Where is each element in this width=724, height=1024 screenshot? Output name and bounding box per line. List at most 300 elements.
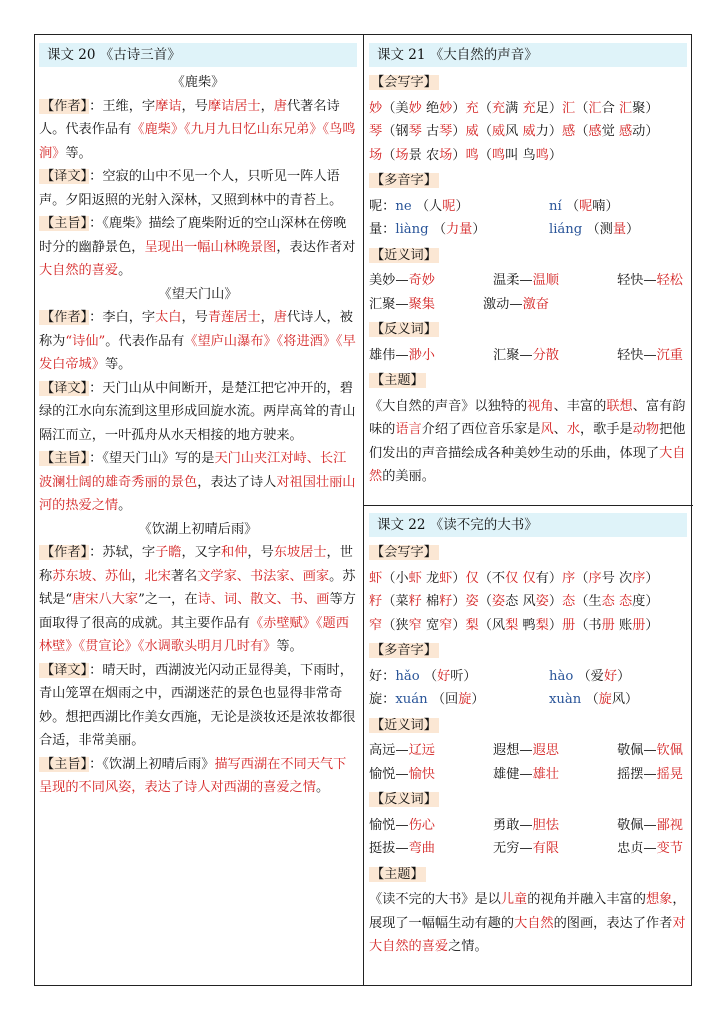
section-tag: 【主旨】: [41, 756, 88, 772]
poem3-translation: [39, 659, 357, 753]
text-segment: 场: [369, 147, 383, 163]
char-row: [369, 144, 687, 168]
pinyin: xuán: [395, 692, 432, 707]
word-answer: 温顺: [532, 273, 559, 288]
text-segment: 感: [588, 124, 602, 139]
text-segment: ）: [645, 617, 659, 633]
text-segment: 呢: [442, 198, 456, 214]
text-segment: 充: [465, 100, 479, 116]
column-divider: [363, 35, 364, 985]
section-tag: 【反义词】: [371, 792, 437, 807]
section-tag: 【多音字】: [371, 643, 437, 658]
text-segment: 态: [601, 594, 615, 609]
text-segment: 汇: [562, 100, 576, 116]
antonym: [369, 837, 435, 861]
text-segment: 姿: [491, 594, 506, 609]
section-heading: [369, 244, 687, 268]
word-answer: 分散: [532, 347, 559, 363]
text-segment: 代诗人，被称为: [39, 310, 353, 349]
poem2-title: 《望天门山》: [158, 286, 238, 302]
text-segment: 聚）: [632, 100, 659, 116]
text-segment: ）: [452, 570, 466, 586]
text-segment: 窄: [369, 617, 383, 633]
char-row: [369, 614, 687, 638]
poem3-author: [39, 541, 357, 659]
text-segment: ，号: [247, 545, 274, 560]
text-segment: （风: [478, 617, 506, 633]
text-segment: ）: [472, 222, 486, 237]
antonym: [369, 814, 435, 838]
antonym-row: [369, 837, 687, 861]
text-segment: （: [585, 692, 599, 707]
poem2-theme: [39, 447, 357, 518]
text-segment: 大自然: [514, 915, 554, 931]
text-segment: 充: [491, 100, 506, 116]
text-segment: 妙: [408, 100, 422, 116]
text-segment: （: [423, 668, 438, 684]
text-segment: 对大自然的喜爱: [369, 915, 686, 954]
polyphone-a: [369, 688, 549, 712]
poem1-theme: [39, 212, 357, 283]
synonym: [483, 293, 549, 317]
polyphone-key: 旋：: [369, 692, 396, 707]
text-segment: 好: [603, 668, 618, 684]
word-answer: 鄙视: [656, 817, 683, 833]
word: 忠贞—: [617, 841, 657, 856]
word: 汇聚—: [493, 347, 533, 363]
section-heading: [369, 863, 687, 887]
section-tag: 【主旨】: [41, 451, 88, 466]
word-answer: 变节: [656, 841, 683, 856]
text-segment: ：天门山从中间断开，是楚江把它冲开的，碧绿的江水向东流到这里形成回旋水流。两岸高耸的青山隔江而立，一叶孤舟从水天相接的地方驶来。: [39, 380, 356, 443]
text-segment: 子瞻: [155, 545, 182, 560]
word-answer: 聚集: [408, 296, 435, 312]
text-segment: 琴: [408, 124, 422, 139]
text-segment: 仅: [505, 570, 519, 586]
word: 无穷—: [493, 841, 533, 856]
word: 雄健—: [493, 766, 533, 782]
text-segment: 威: [522, 124, 536, 139]
pinyin: liáng: [549, 222, 587, 237]
antonym: [369, 344, 435, 368]
text-segment: 序: [588, 570, 602, 586]
synonym: [369, 293, 483, 317]
text-segment: ：《望天门山》写的是: [89, 451, 215, 466]
word: 愉悦—: [369, 817, 409, 833]
text-segment: 和仲: [221, 545, 248, 560]
text-segment: 对祖国壮丽山河的热爱之情: [39, 474, 356, 513]
text-segment: 等。: [276, 639, 303, 654]
text-segment: 《赤壁赋》《题西林壁》《贯宣论》《水调歌头明月几时有》: [39, 615, 349, 654]
polyphone-row: [369, 688, 687, 712]
text-segment: 儿童: [500, 892, 528, 907]
antonym: [493, 344, 559, 368]
text-segment: 龙: [421, 570, 440, 586]
text-segment: 度）: [632, 594, 659, 609]
poem3-theme: [39, 753, 357, 800]
text-segment: 仅: [522, 570, 536, 586]
lesson-20-section: [39, 43, 357, 800]
section-tag: 【译文】: [41, 380, 88, 396]
poem2-translation: [39, 377, 357, 448]
section-tag: 【反义词】: [371, 322, 437, 337]
text-segment: 姿: [465, 594, 479, 609]
antonym: [493, 814, 559, 838]
theme-text: [369, 395, 687, 489]
antonym-row: [369, 344, 687, 368]
text-segment: 水: [566, 422, 580, 437]
worksheet: [34, 34, 692, 986]
word: 雄伟—: [369, 347, 409, 363]
antonym: [493, 837, 559, 861]
section-tag: 【主题】: [371, 866, 424, 882]
text-segment: （书: [575, 617, 602, 633]
r1-header: 课文 21 《大自然的声音》: [369, 43, 687, 67]
polyphone-row: [369, 665, 687, 689]
section-tag: 【作者】: [41, 310, 88, 325]
text-segment: 籽: [439, 594, 453, 609]
text-segment: 账: [614, 617, 633, 633]
pinyin: liàng: [395, 222, 433, 237]
text-segment: 语言: [395, 422, 422, 437]
text-segment: 鸣: [491, 147, 506, 163]
text-segment: 汇: [618, 100, 633, 116]
text-segment: 虾: [369, 570, 383, 586]
section-tag: 【会写字】: [371, 545, 437, 560]
text-segment: 《望庐山瀑布》《将进酒》《早发白帝城》: [39, 333, 356, 372]
text-segment: （: [575, 570, 589, 586]
text-segment: （: [565, 198, 580, 214]
poem3-title: 《饮湖上初晴后雨》: [138, 521, 258, 537]
section-heading: [369, 541, 687, 565]
text-segment: 妙: [439, 100, 453, 116]
word-answer: 沉重: [656, 347, 683, 363]
text-segment: 、富有韵味的: [369, 398, 686, 437]
text-segment: 太白: [155, 310, 182, 325]
text-segment: ：《饮湖上初晴后雨》: [89, 756, 215, 772]
text-segment: （: [575, 124, 589, 139]
text-segment: （: [478, 594, 492, 609]
text-segment: ：《鹿柴》描绘了鹿柴附近的空山深林在傍晚时分的幽静景色，: [39, 216, 347, 255]
section-tag: 【多音字】: [371, 173, 437, 188]
text-segment: ，表达了诗人: [197, 474, 277, 490]
text-segment: 大自然: [369, 445, 686, 484]
text-segment: 姿: [535, 594, 549, 609]
word-answer: 遐思: [532, 743, 559, 758]
text-segment: （测: [586, 222, 613, 237]
text-segment: （菜: [382, 594, 409, 609]
text-segment: 册: [562, 617, 576, 633]
synonym: [369, 763, 435, 787]
word: 遐想—: [493, 743, 533, 758]
text-segment: 的图画，表达了作者: [553, 915, 673, 931]
lesson-22-section: [369, 513, 687, 959]
text-segment: 场: [439, 147, 453, 163]
word-answer: 摇晃: [656, 766, 683, 782]
text-segment: 描写西湖在不同天气下呈现的不同风姿，表达了诗人对西湖的喜爱之情: [39, 756, 347, 795]
text-segment: 。: [315, 780, 330, 795]
text-segment: 。: [118, 263, 132, 278]
word: 轻快—: [617, 273, 657, 288]
text-segment: 态: [562, 594, 576, 609]
word: 敬佩—: [617, 743, 657, 758]
word-answer: 激奋: [522, 296, 549, 312]
text-segment: 风: [540, 422, 554, 437]
text-segment: 、: [553, 422, 567, 437]
text-segment: 满: [505, 100, 523, 116]
text-segment: 好: [437, 668, 451, 684]
polyphone-row: [369, 195, 687, 219]
text-segment: 册: [601, 617, 615, 633]
text-segment: ）: [548, 147, 563, 163]
text-segment: ”之一，在: [138, 592, 198, 607]
polyphone-a: [369, 218, 549, 242]
synonym: [493, 763, 559, 787]
pinyin: hǎo: [395, 668, 424, 684]
text-segment: ，又字: [181, 545, 222, 560]
text-segment: 琴: [439, 124, 453, 139]
text-segment: （美: [382, 100, 409, 116]
text-segment: 之情。: [448, 939, 488, 954]
synonym: [617, 739, 683, 763]
text-segment: 文学家、书法家、画家: [197, 568, 330, 584]
text-segment: （生: [575, 594, 602, 609]
text-segment: 视角: [527, 398, 554, 414]
text-segment: ，: [260, 98, 274, 114]
text-segment: 摩诘居士: [207, 98, 261, 114]
text-segment: 鸣: [535, 147, 549, 163]
text-segment: 想象: [645, 892, 673, 907]
text-segment: 册: [632, 617, 646, 633]
text-segment: 场: [395, 147, 409, 163]
section-heading: [369, 788, 687, 812]
text-segment: 天门山夹江对峙、长江波澜壮阔的雄奇秀丽的景色: [39, 451, 347, 490]
text-segment: 唐: [273, 98, 287, 114]
word-answer: 伤心: [408, 817, 435, 833]
word-answer: 奇妙: [408, 273, 435, 288]
text-segment: 合: [601, 100, 619, 116]
text-segment: 籽: [369, 594, 383, 609]
text-segment: （: [382, 147, 396, 163]
text-segment: （: [478, 147, 492, 163]
text-segment: ）: [452, 100, 466, 116]
word: 勇敢—: [493, 817, 533, 833]
synonym-row: [369, 763, 687, 787]
text-segment: 、丰富的: [553, 398, 607, 414]
section-heading: [369, 169, 687, 193]
pinyin: ne: [395, 198, 416, 214]
text-segment: 把他们发出的声音描绘成各种美妙生动的乐曲，体现了: [369, 422, 686, 461]
text-segment: ）: [452, 147, 466, 163]
text-segment: 唐: [273, 310, 287, 325]
section-tag: 【主题】: [371, 373, 424, 388]
text-segment: 唐宋八大家: [72, 592, 139, 607]
polyphone-b: [549, 218, 639, 242]
text-segment: ，: [131, 568, 145, 584]
text-segment: 等方面取得了很高的成就。其主要作品有: [39, 592, 356, 631]
text-segment: 动物: [632, 422, 660, 437]
word-answer: 有限: [532, 841, 559, 856]
text-segment: 动）: [632, 124, 659, 139]
text-segment: 感: [562, 124, 576, 139]
text-segment: ，世称: [39, 545, 353, 584]
char-row: [369, 97, 687, 121]
antonym: [617, 814, 683, 838]
text-segment: （爱: [577, 668, 604, 684]
text-segment: 梨: [465, 617, 479, 633]
section-heading: [369, 639, 687, 663]
text-segment: ：苏轼，字: [89, 545, 156, 560]
text-segment: 量: [612, 222, 626, 237]
text-segment: 仅: [465, 570, 479, 586]
text-segment: ：晴天时，西湖波光闪动正显得美，下雨时，青山笼罩在烟雨之中，西湖迷茫的景色也显得非常奇妙。想把西湖比作美女西施，无论是淡妆还是浓妆都很合适，非常美丽。: [39, 662, 356, 748]
text-segment: 叫 鸟: [505, 147, 536, 163]
text-segment: 充: [522, 100, 536, 116]
text-segment: 的视角并融入丰富的: [527, 892, 646, 907]
word: 美妙—: [369, 273, 409, 288]
polyphone-b: [549, 195, 619, 219]
word: 愉悦—: [369, 766, 409, 782]
text-segment: （人: [415, 198, 443, 214]
text-segment: ）: [471, 692, 485, 707]
text-segment: 鸭: [518, 617, 536, 633]
text-segment: ，表达作者对: [276, 239, 356, 255]
text-segment: ）: [452, 617, 466, 633]
text-segment: （: [575, 100, 589, 116]
text-segment: 旋: [598, 692, 612, 707]
text-segment: 绝: [421, 100, 440, 116]
text-segment: ，号: [181, 310, 208, 325]
word-answer: 胆怯: [532, 817, 559, 833]
pinyin: xuàn: [549, 692, 586, 707]
text-segment: 号 次: [601, 570, 633, 586]
polyphone-a: [369, 665, 549, 689]
text-segment: ）: [617, 668, 631, 684]
pinyin: hào: [549, 668, 578, 684]
text-segment: 喃）: [592, 198, 619, 214]
char-row: [369, 120, 687, 144]
poem1-author: [39, 95, 357, 166]
text-segment: 《读不完的大书》是以: [369, 892, 501, 907]
text-segment: （回: [431, 692, 459, 707]
word-answer: 渺小: [408, 347, 435, 363]
word: 轻快—: [617, 347, 657, 363]
text-segment: 风）: [611, 692, 639, 707]
text-segment: “诗仙”: [65, 333, 106, 349]
text-segment: 的美丽。: [382, 469, 435, 484]
text-segment: 古: [421, 124, 440, 139]
text-segment: 风: [505, 124, 523, 139]
text-segment: ，: [260, 310, 274, 325]
poem2-author: [39, 306, 357, 377]
word-answer: 弯曲: [408, 841, 435, 856]
word-answer: 钦佩: [656, 743, 683, 758]
text-segment: 等。: [65, 145, 92, 161]
char-row: [369, 567, 687, 591]
polyphone-key: 呢：: [369, 198, 396, 214]
text-segment: 威: [491, 124, 506, 139]
text-segment: 鸣: [465, 147, 479, 163]
pinyin: ní: [549, 198, 566, 214]
text-segment: 呈现出一幅山林晚景图: [144, 239, 277, 255]
lesson-21-section: [369, 43, 687, 489]
text-segment: 东坡居士: [273, 545, 327, 560]
section-divider: [363, 505, 693, 506]
text-segment: 梨: [535, 617, 549, 633]
text-segment: 诗、词、散文、书、画: [197, 592, 330, 607]
text-segment: ）: [626, 222, 640, 237]
text-segment: 听）: [450, 668, 477, 684]
text-segment: 汇: [588, 100, 602, 116]
text-segment: 窄: [408, 617, 422, 633]
text-segment: 青莲居士: [207, 310, 261, 325]
word-answer: 愉快: [408, 766, 435, 782]
antonym-row: [369, 814, 687, 838]
text-segment: ）: [645, 570, 659, 586]
text-segment: （小: [382, 570, 409, 586]
text-segment: 宽: [421, 617, 440, 633]
section-tag: 【近义词】: [371, 247, 437, 263]
text-segment: 窄: [439, 617, 453, 633]
text-segment: （不: [478, 570, 506, 586]
section-tag: 【译文】: [41, 169, 88, 184]
text-segment: ）: [452, 124, 466, 139]
text-segment: （: [478, 100, 492, 116]
word: 汇聚—: [369, 296, 409, 312]
section-tag: 【会写字】: [371, 75, 437, 90]
word: 激动—: [483, 296, 523, 312]
word: 敬佩—: [617, 817, 657, 833]
text-segment: 梨: [505, 617, 519, 633]
text-segment: 妙: [369, 100, 383, 116]
text-segment: 。苏轼是“: [39, 568, 356, 607]
section-tag: 【主旨】: [41, 216, 88, 231]
text-segment: 呢: [579, 198, 593, 214]
text-segment: 感: [618, 124, 633, 139]
text-segment: 旋: [458, 692, 472, 707]
text-segment: 景 农: [408, 147, 440, 163]
text-segment: 觉: [601, 124, 619, 139]
text-segment: 等。: [104, 357, 132, 372]
synonym: [617, 269, 683, 293]
text-segment: 苏东坡、苏仙: [52, 568, 132, 584]
polyphone-key: 好：: [369, 668, 396, 684]
text-segment: ）: [452, 594, 466, 609]
text-segment: 籽: [408, 594, 422, 609]
text-segment: ）: [455, 198, 469, 214]
text-segment: 代著名诗人。代表作品有: [39, 98, 340, 137]
text-segment: 著名: [170, 568, 198, 584]
word: 挺拔—: [369, 841, 409, 856]
r2-header: 课文 22 《读不完的大书》: [369, 513, 687, 537]
polyphone-key: 量：: [369, 222, 396, 237]
section-tag: 【近义词】: [371, 717, 437, 733]
synonym-row: [369, 269, 687, 293]
section-tag: 【译文】: [41, 662, 88, 678]
text-segment: 。: [118, 498, 132, 513]
antonym: [617, 344, 683, 368]
section-heading: [369, 369, 687, 393]
section-tag: 【作者】: [41, 545, 88, 560]
text-segment: 联想: [606, 398, 633, 414]
section-heading: [369, 714, 687, 738]
text-segment: 足）: [535, 100, 563, 116]
text-segment: 序: [562, 570, 576, 586]
text-segment: 琴: [369, 124, 383, 139]
synonym-row: [369, 739, 687, 763]
polyphone-b: [549, 665, 630, 689]
polyphone-a: [369, 195, 549, 219]
